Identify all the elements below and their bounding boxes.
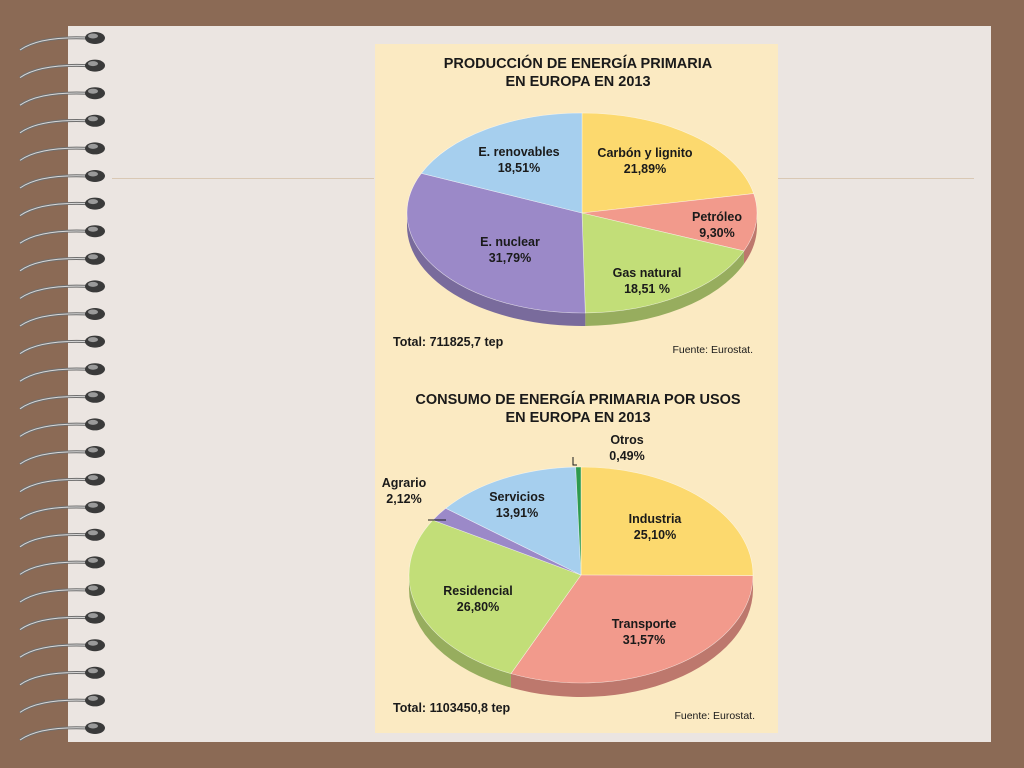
production-title-line-1: PRODUCCIÓN DE ENERGÍA PRIMARIA: [443, 56, 713, 72]
spiral-coil: [20, 562, 88, 574]
binding-hole-highlight: [88, 89, 98, 94]
binding-hole-highlight: [88, 172, 98, 177]
binding-hole-highlight: [88, 586, 98, 591]
slice-name-residencial: Residencial: [443, 584, 513, 598]
binding-hole-highlight: [88, 530, 98, 535]
slice-value-industria: 25,10%: [633, 528, 677, 542]
spiral-coil: [20, 617, 88, 629]
spiral-coil: [20, 645, 88, 657]
notebook-rule-right: [778, 178, 974, 179]
binding-hole-highlight: [88, 724, 98, 729]
binding-hole-highlight: [88, 144, 98, 149]
spiral-coil: [20, 259, 88, 271]
slice-name-gas-natural: Gas natural: [612, 266, 682, 280]
binding-hole-highlight: [88, 475, 98, 480]
consumption-title-line-2: EN EUROPA EN 2013: [505, 410, 651, 426]
spiral-coil: [20, 452, 88, 464]
spiral-coil: [20, 231, 88, 243]
production-total: Total: 711825,7 tep: [393, 335, 504, 349]
slice-value-transporte: 31,57%: [622, 633, 666, 647]
spiral-coil: [20, 286, 88, 298]
infographic-card: [375, 44, 778, 733]
consumption-title-line-1: CONSUMO DE ENERGÍA PRIMARIA POR USOS: [415, 392, 741, 408]
slice-name-industria: Industria: [628, 512, 682, 526]
spiral-binding: [0, 0, 120, 768]
spiral-coil: [20, 673, 88, 685]
slice-name-e-nuclear: E. nuclear: [480, 235, 540, 249]
binding-hole-highlight: [88, 558, 98, 563]
spiral-coil: [20, 341, 88, 353]
slice-name-e-renovables: E. renovables: [478, 145, 560, 159]
consumption-pie: [409, 467, 753, 697]
slice-value-carbon-y-lignito: 21,89%: [623, 162, 667, 176]
production-title-line-2: EN EUROPA EN 2013: [505, 74, 651, 90]
binding-hole-highlight: [88, 613, 98, 618]
spiral-coil: [20, 369, 88, 381]
binding-hole-highlight: [88, 254, 98, 259]
spiral-coil: [20, 535, 88, 547]
binding-hole-highlight: [88, 503, 98, 508]
charts-svg: [375, 44, 778, 733]
slice-value-petroleo: 9,30%: [699, 226, 735, 240]
spiral-coil: [20, 121, 88, 133]
slice-value-gas-natural: 18,51 %: [624, 282, 670, 296]
spiral-coil: [20, 590, 88, 602]
binding-hole-highlight: [88, 61, 98, 66]
spiral-coil: [20, 148, 88, 160]
spiral-coil: [20, 507, 88, 519]
slice-value-e-renovables: 18,51%: [497, 161, 541, 175]
production-pie-chart: [393, 54, 757, 356]
slice-name-transporte: Transporte: [611, 617, 677, 631]
slice-value-otros: 0,49%: [609, 449, 645, 463]
binding-hole-highlight: [88, 282, 98, 287]
spiral-coil: [20, 176, 88, 188]
slice-value-e-nuclear: 31,79%: [488, 251, 532, 265]
spiral-coil: [20, 728, 88, 740]
spiral-coil: [20, 479, 88, 491]
spiral-coil: [20, 65, 88, 77]
slice-value-agrario: 2,12%: [386, 492, 422, 506]
binding-hole-highlight: [88, 420, 98, 425]
binding-hole-highlight: [88, 365, 98, 370]
binding-hole-highlight: [88, 199, 98, 204]
slice-name-petroleo: Petróleo: [691, 210, 743, 224]
binding-hole-highlight: [88, 668, 98, 673]
slice-name-agrario: Agrario: [381, 476, 427, 490]
slice-name-carbon-y-lignito: Carbón y lignito: [597, 146, 693, 160]
consumption-total: Total: 1103450,8 tep: [393, 701, 511, 715]
slice-name-servicios: Servicios: [489, 490, 545, 504]
consumption-pie-chart: [382, 391, 755, 722]
spiral-coil: [20, 424, 88, 436]
slice-name-otros: Otros: [610, 433, 644, 447]
binding-hole-highlight: [88, 227, 98, 232]
binding-hole-highlight: [88, 34, 98, 39]
spiral-coil: [20, 203, 88, 215]
slice-value-servicios: 13,91%: [495, 506, 539, 520]
consumption-source: Fuente: Eurostat.: [674, 710, 755, 722]
binding-hole-highlight: [88, 696, 98, 701]
notebook-rule-left: [112, 178, 374, 179]
production-source: Fuente: Eurostat.: [672, 344, 753, 356]
spiral-coil: [20, 38, 88, 50]
binding-hole-highlight: [88, 310, 98, 315]
spiral-coil: [20, 700, 88, 712]
leader-line-otros: [573, 457, 577, 465]
binding-hole-highlight: [88, 448, 98, 453]
binding-hole-highlight: [88, 116, 98, 121]
spiral-coil: [20, 93, 88, 105]
binding-hole-highlight: [88, 337, 98, 342]
spiral-coil: [20, 314, 88, 326]
spiral-coil: [20, 397, 88, 409]
slice-value-residencial: 26,80%: [456, 600, 500, 614]
binding-hole-highlight: [88, 392, 98, 397]
binding-hole-highlight: [88, 641, 98, 646]
